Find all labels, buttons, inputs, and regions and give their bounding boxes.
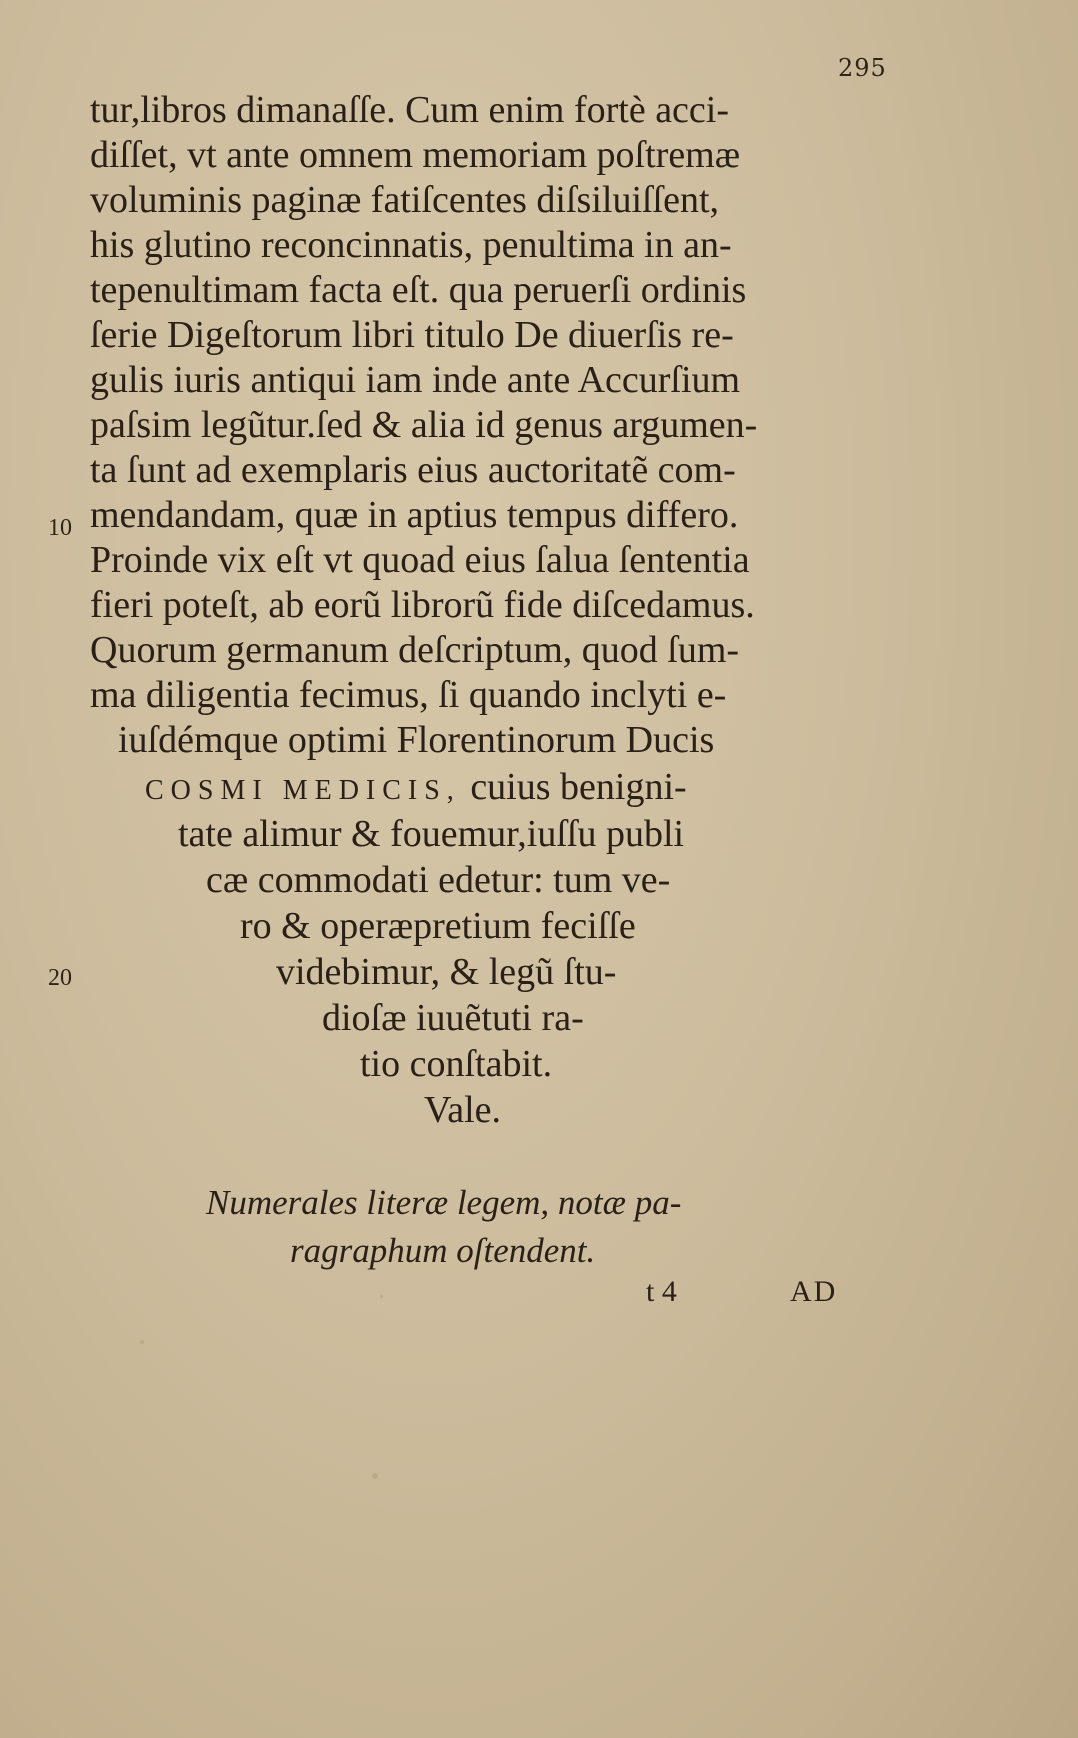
text-line: ma diligentia fecimus, ſi quando inclyti e-: [90, 674, 727, 716]
taper-line: tio conſtabit.: [360, 1043, 553, 1085]
text-line: gulis iuris antiqui iam inde ante Accurſium: [90, 359, 741, 401]
text-line: his glutino reconcinnatis, penultima in an-: [90, 224, 732, 266]
text-line: mendandam, quæ in aptius tempus differo.: [90, 494, 739, 536]
text-line: paſsim legũtur.ſed & alia id genus argumen-: [90, 404, 758, 446]
text-line: ta ſunt ad exemplaris eius auctoritatẽ com-: [90, 449, 736, 491]
margin-line-number: 20: [48, 965, 72, 991]
text-line: tepenultimam facta eſt. qua peruerſi ordinis: [90, 269, 747, 311]
page-number: 295: [838, 54, 887, 82]
text-line: voluminis paginæ fatiſcentes diſsiluiſſent,: [90, 179, 720, 221]
taper-line: Vale.: [424, 1089, 502, 1131]
text-line: diſſet, vt ante omnem memoriam poſtremæ: [90, 134, 741, 176]
margin-line-number: 10: [48, 515, 72, 541]
note-line: Numerales literæ legem, notæ pa-: [206, 1183, 682, 1222]
catchword: AD: [790, 1275, 838, 1308]
taper-line: dioſæ iuuẽtuti ra-: [322, 997, 584, 1039]
taper-line: ro & operæpretium feciſſe: [240, 905, 636, 947]
text-line: Proinde vix eſt vt quoad eius ſalua ſententia: [90, 539, 750, 581]
cosmi-medicis-name: COSMI MEDICIS,: [145, 775, 461, 806]
taper-line: tate alimur & fouemur,iuſſu publi: [178, 813, 685, 855]
text-line: Quorum germanum deſcriptum, quod ſum-: [90, 629, 740, 671]
text-line: iuſdémque optimi Florentinorum Ducis: [118, 719, 715, 761]
text-line: fieri poteſt, ab eorũ librorũ fide diſcedamus.: [90, 584, 755, 626]
text-line: tur,libros dimanaſſe. Cum enim fortè acci-: [90, 89, 730, 131]
cosmi-medicis-line: [145, 765, 687, 813]
note-line: ragraphum oſtendent.: [290, 1231, 596, 1270]
taper-line: cæ commodati edetur: tum ve-: [206, 859, 671, 901]
cosmi-medicis-rest: cuius benigni-: [460, 766, 687, 808]
signature-mark: t 4: [646, 1275, 677, 1308]
taper-line: videbimur, & legũ ſtu-: [276, 951, 617, 993]
text-line: ſerie Digeſtorum libri titulo De diuerſis re-: [90, 314, 734, 356]
